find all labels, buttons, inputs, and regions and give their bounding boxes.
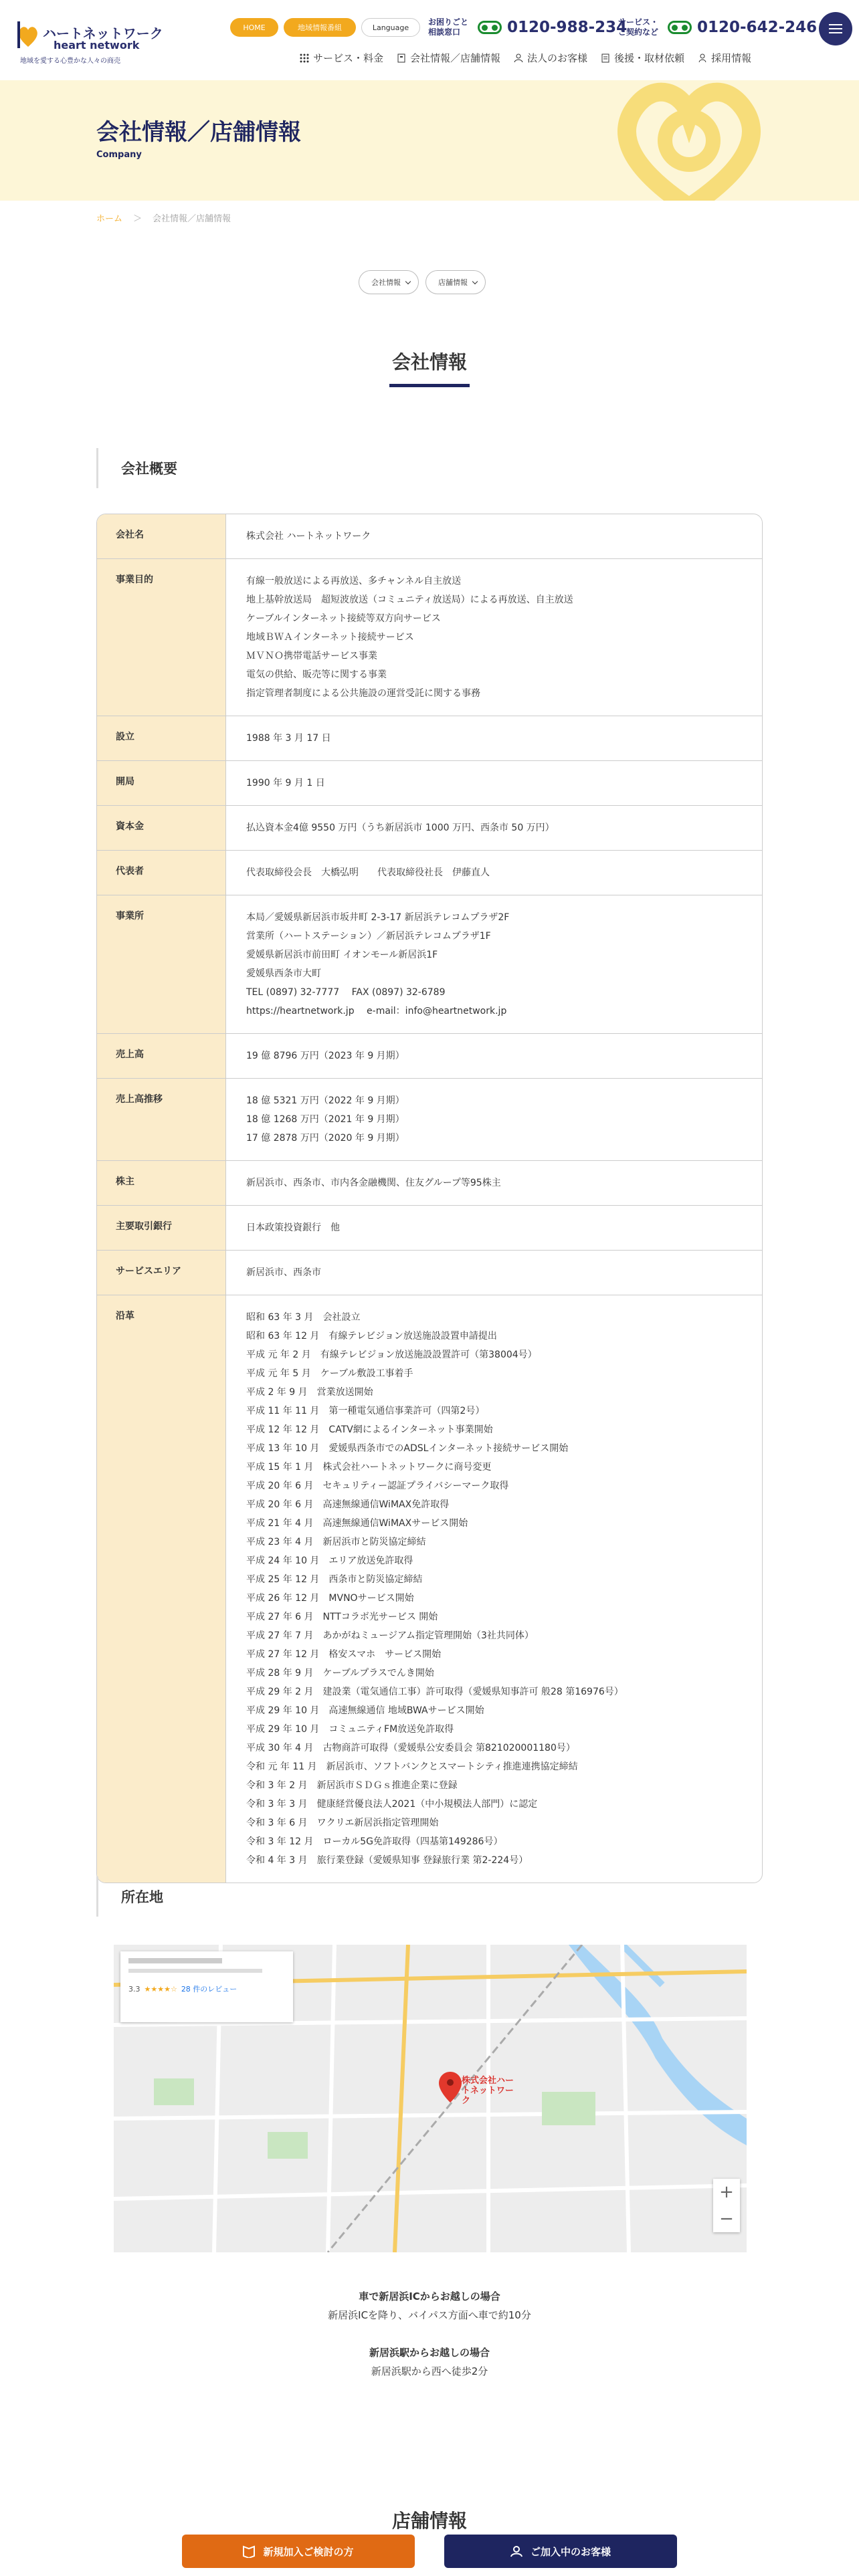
table-value-line: 新居浜市、西条市 <box>246 1267 321 1278</box>
grid-icon <box>300 53 309 63</box>
table-value-line: 平成 15 年 1 月 株式会社ハートネットワークに商号変更 <box>246 1462 492 1473</box>
language-button[interactable]: Language <box>361 18 420 37</box>
table-row-label: 代表者 <box>97 851 226 895</box>
company-overview-table <box>96 514 763 1883</box>
table-value-line: 17 億 2878 万円（2020 年 9 月期） <box>246 1133 405 1144</box>
person-icon <box>698 53 707 63</box>
table-value-line: 株式会社 ハートネットワーク <box>246 531 371 542</box>
table-row <box>97 806 762 851</box>
google-map[interactable] <box>114 1945 747 2252</box>
table-value-line: 平成 21 年 4 月 高速無線通信WiMAXサービス開始 <box>246 1518 468 1529</box>
table-row-value <box>226 851 762 895</box>
area-info-button[interactable]: 地域情報番組 <box>284 18 356 37</box>
table-value-line: 払込資本金4億 9550 万円（うち新居浜市 1000 万円、西条市 50 万円） <box>246 823 555 833</box>
table-row <box>97 559 762 716</box>
table-row <box>97 851 762 895</box>
map-pin-label: 株式会社ハートネットワーク <box>462 2076 514 2106</box>
current-member-label: ご加入中のお客様 <box>530 2545 611 2558</box>
table-value-line: 平成 27 年 12 月 格安スマホ サービス開始 <box>246 1649 442 1660</box>
map-zoom-controls <box>713 2179 740 2232</box>
nav-recruit[interactable] <box>698 51 751 65</box>
table-value-line: 平成 25 年 12 月 西条市と防災協定締結 <box>246 1574 423 1585</box>
table-value-line: 平成 12 年 12 月 CATV網によるインターネット事業開始 <box>246 1424 493 1435</box>
nav-sponsorship-label: 後援・取材依頼 <box>614 52 685 64</box>
anchor-shop[interactable]: 店舗情報 <box>425 270 486 294</box>
contact-trouble-label: お困りごと 相談窓口 <box>428 17 469 37</box>
shop-section-title: 店舗情報 <box>391 2510 467 2532</box>
nav-corporate-label: 法人のお客様 <box>527 52 588 64</box>
zoom-in-button[interactable]: + <box>719 2182 734 2202</box>
breadcrumb-current: 会社情報／店舗情報 <box>153 214 231 224</box>
map-reviews-link[interactable]: 28 件のレビュー <box>181 1985 237 1994</box>
table-value-line: 令和 3 年 6 月 ワクリエ新居浜指定管理開始 <box>246 1818 439 1828</box>
nav-services-label: サービス・料金 <box>313 52 384 64</box>
main-nav <box>300 51 751 65</box>
table-value-line: 平成 28 年 9 月 ケーブルプラスでんき開始 <box>246 1668 434 1679</box>
table-row-value <box>226 895 762 1033</box>
table-value-line: 愛媛県西条市大町 <box>246 968 321 979</box>
table-value-line: 令和 4 年 3 月 旅行業登録（愛媛県知事 登録旅行業 第2-224号） <box>246 1855 529 1866</box>
table-value-line: 平成 30 年 4 月 古物商許可取得（愛媛県公安委員会 第821020001180号） <box>246 1743 575 1753</box>
table-value-line: 平成 29 年 2 月 建設業（電気通信工事）許可取得（愛媛県知事許可 般28 第16976号） <box>246 1687 624 1697</box>
table-row-value <box>226 806 762 850</box>
table-value-line: 平成 23 年 4 月 新居浜市と防災協定締結 <box>246 1537 426 1547</box>
table-value-line: 営業所（ハートステーション）／新居浜テレコムプラザ1F <box>246 931 491 942</box>
star-rating-icon: ★★★★☆ <box>144 1984 177 1994</box>
table-value-line: 電気の供給、販売等に関する事業 <box>246 669 387 680</box>
table-value-line: https://heartnetwork.jp e-mail：info@heartnetwork.jp <box>246 1006 507 1016</box>
location-heading: 所在地 <box>96 1876 163 1917</box>
book-icon <box>243 2545 255 2558</box>
logo-text-en: heart network <box>54 39 140 51</box>
table-row-label: 売上高推移 <box>97 1079 226 1160</box>
table-row-label: 事業所 <box>97 895 226 1033</box>
table-row-label: 売上高 <box>97 1034 226 1078</box>
anchor-company[interactable]: 会社情報 <box>359 270 419 294</box>
table-value-line: 18 億 1268 万円（2021 年 9 月期） <box>246 1114 405 1125</box>
table-row-value <box>226 1079 762 1160</box>
document-icon <box>601 53 610 63</box>
table-value-line: 平成 27 年 6 月 NTTコラボ光サービス 開始 <box>246 1612 438 1622</box>
table-value-line: 平成 20 年 6 月 高速無線通信WiMAX免許取得 <box>246 1499 450 1510</box>
menu-line <box>829 32 842 33</box>
table-row-label: 主要取引銀行 <box>97 1206 226 1250</box>
map-card-name-placeholder <box>128 1958 222 1963</box>
nav-corporate[interactable] <box>514 51 587 65</box>
table-value-line: 平成 13 年 10 月 愛媛県西条市でのADSLインターネット接続サービス開始 <box>246 1443 569 1454</box>
table-value-line: 令和 3 年 2 月 新居浜市ＳＤＧｓ推進企業に登録 <box>246 1780 458 1791</box>
table-value-line: 令和 3 年 3 月 健康経営優良法人2021（中小規模法人部門）に認定 <box>246 1799 538 1810</box>
table-value-line: 日本政策投資銀行 他 <box>246 1222 340 1233</box>
table-row <box>97 895 762 1034</box>
table-row-value <box>226 761 762 805</box>
table-row <box>97 761 762 806</box>
table-row-label: 株主 <box>97 1161 226 1205</box>
table-row <box>97 1295 762 1883</box>
table-value-line: 19 億 8796 万円（2023 年 9 月期） <box>246 1051 405 1061</box>
freedial-icon <box>478 21 502 34</box>
building-icon <box>397 53 406 63</box>
access-car-title: 車で新居浜ICからお越しの場合 <box>359 2290 500 2302</box>
site-header <box>0 0 859 80</box>
table-row-value <box>226 559 762 716</box>
site-logo[interactable] <box>16 20 163 67</box>
table-value-line: 平成 元 年 5 月 ケーブル敷設工事着手 <box>246 1368 413 1379</box>
zoom-out-button[interactable]: − <box>719 2209 734 2229</box>
map-card-address-placeholder <box>128 1969 262 1973</box>
table-row <box>97 1161 762 1206</box>
table-value-line: TEL (0897) 32-7777 FAX (0897) 32-6789 <box>246 987 446 998</box>
table-value-line: 令和 3 年 12 月 ローカル5G免許取得（四基第149286号） <box>246 1836 503 1847</box>
table-row-value <box>226 514 762 558</box>
table-row-value <box>226 1206 762 1250</box>
member-icon <box>510 2545 522 2557</box>
table-row-value <box>226 1295 762 1883</box>
nav-company-label: 会社情報／店舗情報 <box>410 52 501 64</box>
contact-service-number: 0120-642-246 <box>697 19 818 36</box>
table-value-line: 新居浜市、西条市、市内各金融機関、住友グループ等95株主 <box>246 1178 501 1188</box>
table-value-line: 平成 11 年 11 月 第一種電気通信事業許可（四第2号） <box>246 1406 485 1416</box>
table-value-line: 平成 20 年 6 月 セキュリティー認証プライバシーマーク取得 <box>246 1481 509 1491</box>
table-value-line: 平成 29 年 10 月 コミュニティFM放送免許取得 <box>246 1724 454 1735</box>
contact-service-label: サービス・ ご契約など <box>618 17 659 37</box>
nav-sponsorship[interactable] <box>601 51 684 65</box>
table-value-line: 昭和 63 年 3 月 会社設立 <box>246 1312 361 1323</box>
table-row <box>97 1251 762 1295</box>
page-title: 会社情報／店舗情報 <box>96 119 301 146</box>
table-row-label: 会社名 <box>97 514 226 558</box>
table-value-line: 1988 年 3 月 17 日 <box>246 733 331 744</box>
contact-service[interactable] <box>618 15 817 40</box>
hamburger-menu-button[interactable] <box>819 12 852 45</box>
table-value-line: 代表取締役会長 大橋弘明 代表取締役社長 伊藤直人 <box>246 867 490 878</box>
table-value-line: 有線一般放送による再放送、多チャンネル自主放送 <box>246 576 462 586</box>
page-subtitle: Company <box>96 150 142 160</box>
table-row-value <box>226 716 762 760</box>
heart-logo-icon <box>16 20 40 51</box>
section-title-underline <box>389 384 470 387</box>
table-value-line: ＭＶＮＯ携帯電話サービス事業 <box>246 651 377 661</box>
table-row-value <box>226 1034 762 1078</box>
new-subscription-label: 新規加入ご検討の方 <box>263 2545 354 2558</box>
breadcrumb-home[interactable]: ホーム <box>96 214 123 224</box>
table-row <box>97 1206 762 1251</box>
table-row-value <box>226 1251 762 1295</box>
access-train <box>0 2343 859 2381</box>
table-value-line: 指定管理者制度による公共施設の運営受託に関する事務 <box>246 688 480 699</box>
menu-line <box>829 28 842 29</box>
table-value-line: 本局／愛媛県新居浜市坂井町 2-3-17 新居浜テレコムプラザ2F <box>246 912 510 923</box>
table-value-line: 地域ＢＷＡインターネット接続サービス <box>246 632 414 643</box>
table-row-label: 資本金 <box>97 806 226 850</box>
table-value-line: 平成 24 年 10 月 エリア放送免許取得 <box>246 1555 413 1566</box>
logo-text-jp: ハートネットワーク <box>43 25 163 41</box>
home-button[interactable]: HOME <box>230 18 278 37</box>
table-value-line: 18 億 5321 万円（2022 年 9 月期） <box>246 1095 405 1106</box>
table-value-line: ケーブルインターネット接続等双方向サービス <box>246 613 441 624</box>
table-row-label: 沿革 <box>97 1295 226 1883</box>
table-value-line: 平成 26 年 12 月 MVNOサービス開始 <box>246 1593 414 1604</box>
table-value-line: 地上基幹放送局 超短波放送（コミュニティ放送局）による再放送、自主放送 <box>246 595 573 605</box>
table-row <box>97 514 762 559</box>
page-anchor-links <box>359 270 486 294</box>
company-section-title: 会社情報 <box>391 351 467 373</box>
menu-line <box>829 24 842 25</box>
table-row-label: 設立 <box>97 716 226 760</box>
logo-tagline: 地域を愛する心豊かな人々の商売 <box>20 58 120 65</box>
table-row-label: 事業目的 <box>97 559 226 716</box>
nav-recruit-label: 採用情報 <box>711 52 752 64</box>
nav-services[interactable] <box>300 51 383 65</box>
current-member-button[interactable] <box>444 2535 677 2568</box>
access-train-text: 新居浜駅から西へ徒歩2分 <box>371 2365 488 2377</box>
table-value-line: 平成 27 年 7 月 あかがねミュージアム指定管理開始（3社共同体） <box>246 1630 534 1641</box>
table-value-line: 昭和 63 年 12 月 有線テレビジョン放送施設設置申請提出 <box>246 1331 497 1341</box>
table-value-line: 平成 2 年 9 月 営業放送開始 <box>246 1387 373 1398</box>
table-row <box>97 716 762 761</box>
table-row-label: 開局 <box>97 761 226 805</box>
table-value-line: 令和 元 年 11 月 新居浜市、ソフトバンクとスマートシティ推進連携協定締結 <box>246 1761 578 1772</box>
table-value-line: 平成 29 年 10 月 高速無線通信 地域BWAサービス開始 <box>246 1705 484 1716</box>
page-hero <box>0 80 859 201</box>
overview-heading: 会社概要 <box>96 448 177 488</box>
breadcrumb <box>96 211 231 224</box>
table-value-line: 平成 元 年 2 月 有線テレビジョン放送施設設置許可（第38004号） <box>246 1350 537 1360</box>
table-row-label: サービスエリア <box>97 1251 226 1295</box>
access-car <box>0 2287 859 2325</box>
contact-trouble-number: 0120-988-234 <box>507 19 628 36</box>
nav-company[interactable] <box>397 51 500 65</box>
breadcrumb-separator: ＞ <box>133 214 142 224</box>
table-row-value <box>226 1161 762 1205</box>
map-rating: 3.3 <box>128 1984 140 1994</box>
table-row <box>97 1079 762 1161</box>
table-row <box>97 1034 762 1079</box>
table-value-line: 愛媛県新居浜市前田町 イオンモール新居浜1F <box>246 950 438 960</box>
new-subscription-button[interactable] <box>182 2535 415 2568</box>
freedial-icon <box>668 21 692 34</box>
people-icon <box>514 53 523 63</box>
contact-trouble[interactable] <box>428 15 627 40</box>
map-place-card[interactable] <box>120 1951 293 2022</box>
access-train-title: 新居浜駅からお越しの場合 <box>369 2347 490 2359</box>
table-value-line: 1990 年 9 月 1 日 <box>246 778 325 788</box>
access-car-text: 新居浜ICを降り、バイパス方面へ車で約10分 <box>328 2309 531 2321</box>
at-mark-decoration-icon <box>602 80 776 201</box>
